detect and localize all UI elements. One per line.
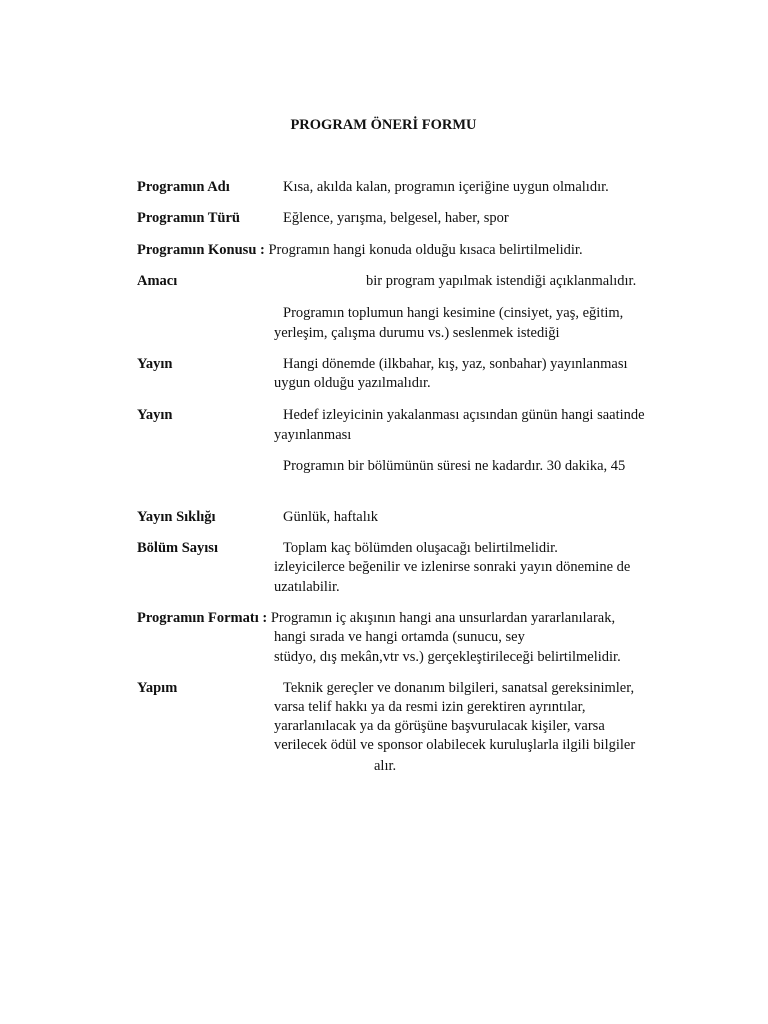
desc-episode-count-line-1: Toplam kaç bölümden oluşacağı belirtilmelidir.: [283, 540, 558, 556]
desc-purpose: bir program yapılmak istendiği açıklanmalıdır.: [366, 273, 637, 289]
label-broadcast-season: Yayın: [137, 356, 173, 372]
label-episode-count: Bölüm Sayısı: [137, 540, 218, 556]
desc-audience-line-1: Programın toplumun hangi kesimine (cinsiyet, yaş, eğitim,: [283, 305, 624, 321]
desc-production-line-4: verilecek ödül ve sponsor olabilecek kuruluşlarla ilgili bilgiler: [274, 737, 636, 753]
desc-broadcast-time-line-2: yayınlanması: [274, 427, 352, 443]
label-program-type: Programın Türü: [137, 210, 240, 226]
desc-program-type: Eğlence, yarışma, belgesel, haber, spor: [283, 210, 509, 226]
desc-production-line-3: yararlanılacak ya da görüşüne başvurulacak kişiler, varsa: [274, 718, 605, 734]
label-broadcast-time: Yayın: [137, 407, 173, 423]
desc-broadcast-season-line-2: uygun olduğu yazılmalıdır.: [274, 375, 431, 391]
desc-broadcast-time-line-1: Hedef izleyicinin yakalanması açısından günün hangi saatinde: [283, 407, 645, 423]
desc-production-line-2: varsa telif hakkı ya da resmi izin gerektiren ayrıntılar,: [274, 699, 586, 715]
desc-program-subject: Programın hangi konuda olduğu kısaca belirtilmelidir.: [268, 242, 583, 258]
desc-episode-duration: Programın bir bölümünün süresi ne kadardır. 30 dakika, 45: [283, 458, 626, 474]
desc-audience-line-2: yerleşim, çalışma durumu vs.) seslenmek istediği: [274, 325, 560, 341]
label-production: Yapım: [137, 680, 178, 696]
desc-program-name: Kısa, akılda kalan, programın içeriğine uygun olmalıdır.: [283, 179, 609, 195]
row-program-format: [137, 609, 615, 629]
label-program-subject: Programın Konusu :: [137, 242, 265, 258]
label-program-name: Programın Adı: [137, 179, 230, 195]
label-purpose: Amacı: [137, 273, 178, 289]
desc-episode-count-line-3: uzatılabilir.: [274, 579, 340, 595]
desc-program-format-line-3: stüdyo, dış mekân,vtr vs.) gerçekleştirileceği belirtilmelidir.: [274, 649, 621, 665]
label-program-format: Programın Formatı :: [137, 610, 268, 626]
form-title: PROGRAM ÖNERİ FORMU: [290, 117, 477, 133]
desc-program-format-line-1: Programın iç akışının hangi ana unsurlardan yararlanılarak,: [270, 610, 616, 626]
desc-broadcast-season-line-1: Hangi dönemde (ilkbahar, kış, yaz, sonbahar) yayınlanması: [283, 356, 628, 372]
desc-program-format-line-2: hangi sırada ve hangi ortamda (sunucu, sey: [274, 629, 525, 645]
label-broadcast-frequency: Yayın Sıklığı: [137, 509, 216, 525]
desc-production-line-5: alır.: [374, 758, 397, 774]
desc-production-line-1: Teknik gereçler ve donanım bilgileri, sanatsal gereksinimler,: [283, 680, 635, 696]
desc-episode-count-line-2: izleyicilerce beğenilir ve izlenirse sonraki yayın dönemine de: [274, 559, 631, 575]
desc-broadcast-frequency: Günlük, haftalık: [283, 509, 379, 525]
row-program-subject: [137, 241, 583, 261]
